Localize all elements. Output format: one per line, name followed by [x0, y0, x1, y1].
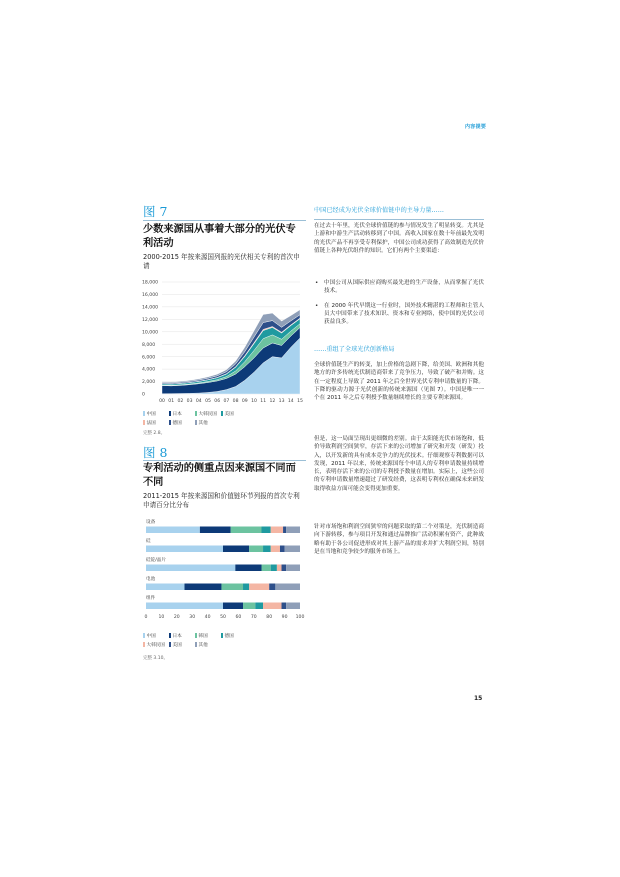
legend-label: 美国 [172, 643, 182, 648]
legend-item [169, 641, 195, 650]
bar-segment-日本 [223, 546, 249, 553]
bar-segment-德国 [282, 603, 287, 610]
x-tick-label: 09 [241, 399, 248, 404]
bar-segment-德国 [283, 527, 286, 534]
bar-segment-日本 [235, 565, 261, 572]
x-tick-label: 04 [195, 399, 202, 404]
legend-item [221, 410, 247, 419]
bar-segment-其他 [286, 603, 300, 610]
x-tick-label: 07 [223, 399, 230, 404]
x-tick-label: 13 [278, 399, 285, 404]
bar-category-label: 电池 [146, 577, 156, 582]
section-label: 内容提要 [465, 124, 487, 130]
legend-swatch [221, 411, 223, 416]
bullet-item-1-text: 中国公司从国际供应商购买最先进的生产设备，从而掌握了光伏技术。 [324, 280, 484, 295]
x-tick-label: 08 [232, 399, 239, 404]
legend-swatch [169, 633, 171, 638]
bar-segment-美国 [243, 584, 249, 591]
legend-swatch [195, 633, 197, 638]
legend-label: 中国 [146, 634, 156, 639]
figure8-rule [143, 460, 306, 461]
legend-item [143, 419, 169, 428]
x-tick-label: 11 [260, 399, 267, 404]
legend-label: 其他 [198, 643, 208, 648]
bar-segment-大韩民国 [271, 546, 280, 553]
paragraph-2: 全球价值链生产的转变，加上价格的急剧下降，给美国、欧洲和其他地方的许多传统光伏制造商带来了竞争压力，导致了破产和并购。这在一定程度上导致了 2011 年之后全世界光伏专利申请数量的下降。下降的驱动力源于光伏创新的传统来源国（见图 7）。中国是唯一一个在 2011 年之后专利授予数量继续增长的主要专利来源国。 [314, 362, 484, 402]
x-tick-label: 80 [266, 615, 273, 620]
legend-label: 法国 [146, 421, 156, 426]
legend-item [195, 419, 221, 428]
bar-segment-韩国 [262, 565, 271, 572]
bar-segment-中国 [146, 527, 200, 534]
x-tick-label: 50 [220, 615, 226, 620]
x-tick-label: 15 [297, 399, 303, 404]
x-tick-label: 05 [205, 399, 211, 404]
legend-label: 德国 [172, 421, 182, 426]
figure7-area-chart [140, 276, 310, 410]
legend-swatch [195, 642, 197, 647]
x-tick-label: 30 [189, 615, 196, 620]
bar-segment-中国 [146, 584, 185, 591]
bar-segment-大韩民国 [263, 603, 281, 610]
bar-segment-韩国 [231, 527, 262, 534]
bar-segment-大韩民国 [277, 565, 282, 572]
y-tick-label: 12,000 [142, 317, 159, 323]
legend-item [143, 641, 169, 650]
figure8-number: 图 8 [143, 445, 168, 460]
legend-item [169, 419, 195, 428]
figure7-source: 完整 2.8。 [143, 431, 166, 436]
bar-segment-德国 [280, 546, 285, 553]
figure8-legend [143, 632, 308, 650]
x-tick-label: 06 [214, 399, 221, 404]
bar-segment-中国 [146, 603, 223, 610]
legend-label: 大韩民国 [198, 412, 217, 417]
x-tick-label: 0 [144, 615, 148, 620]
bar-category-label: 设备 [146, 520, 156, 525]
right-rule [314, 219, 484, 220]
section-heading-2: ……重组了全球光伏创新格局 [314, 346, 395, 353]
legend-swatch [195, 411, 197, 416]
bar-segment-韩国 [249, 546, 263, 553]
x-tick-label: 03 [186, 399, 193, 404]
bullet-item-2-text: 在 2000 年代早期这一行业时，国外技术精湛的工程师和主管人员大中国带来了技术知识、资本和专业网络，使中国的光伏公司获益良多。 [324, 302, 484, 326]
legend-label: 德国 [224, 634, 234, 639]
bar-segment-其他 [286, 565, 300, 572]
x-tick-label: 00 [159, 399, 165, 404]
bar-segment-其他 [285, 546, 300, 553]
paragraph-4: 针对市场饱和利润空间狭窄的问题采取的第二个对策是，光伏制造商向下游转移，参与项目开发和通过品牌推广活动积累有资产，此种战略有助于各公司促进形成对其上游产品的需求并扩大利润空间，特别是在当地和竞争较少的服务市场上。 [314, 524, 484, 555]
bullet-item-1 [314, 279, 484, 296]
legend-label: 其他 [198, 421, 208, 426]
figure7-rule [143, 220, 306, 221]
legend-label: 日本 [172, 634, 182, 639]
x-tick-label: 90 [281, 615, 288, 620]
legend-swatch [143, 633, 145, 638]
bar-segment-德国 [282, 565, 287, 572]
x-tick-label: 10 [158, 615, 165, 620]
figure7-subtitle: 2000-2015 年按来源国列报的光伏相关专利的首次申请 [143, 253, 300, 270]
x-tick-label: 02 [177, 399, 184, 404]
legend-item [143, 410, 169, 419]
bar-segment-美国 [271, 565, 277, 572]
legend-item [143, 632, 169, 641]
legend-item [169, 410, 195, 419]
legend-label: 日本 [172, 412, 182, 417]
bar-segment-其他 [286, 527, 300, 534]
legend-swatch [221, 633, 223, 638]
legend-item [195, 641, 221, 650]
x-tick-label: 12 [269, 399, 276, 404]
x-tick-label: 60 [235, 615, 242, 620]
bar-segment-日本 [185, 584, 222, 591]
y-tick-label: 10,000 [142, 330, 159, 336]
bar-segment-中国 [146, 546, 223, 553]
bar-segment-其他 [275, 584, 300, 591]
bar-segment-韩国 [243, 603, 255, 610]
y-tick-label: 0 [142, 392, 145, 398]
bar-segment-韩国 [221, 584, 243, 591]
figure8-title: 专利活动的侧重点因来源国不同而不同 [143, 462, 296, 488]
x-tick-label: 100 [295, 615, 305, 620]
figure8-source: 完整 3.10。 [143, 656, 168, 661]
figure7-title: 少数来源国从事着大部分的光伏专利活动 [143, 223, 296, 249]
bar-category-label: 组件 [146, 596, 156, 601]
bar-segment-美国 [262, 527, 271, 534]
section-heading-1: 中国已经成为光伏全球价值链中的主导力量…… [314, 207, 444, 214]
legend-item [195, 632, 221, 641]
y-tick-label: 8,000 [142, 342, 156, 348]
bar-segment-美国 [255, 603, 263, 610]
y-tick-label: 4,000 [142, 367, 156, 373]
x-tick-label: 14 [287, 399, 294, 404]
bar-category-label: 硅 [146, 539, 151, 544]
y-tick-label: 18,000 [142, 280, 159, 286]
figure8-subtitle: 2011-2015 年按来源国和价值链环节列报的首次专利申请百分比分布 [143, 492, 300, 509]
legend-label: 美国 [224, 412, 234, 417]
y-tick-label: 14,000 [142, 305, 159, 311]
legend-swatch [195, 420, 197, 425]
page-number: 15 [474, 695, 483, 702]
legend-item [195, 410, 221, 419]
bullet-item-2 [314, 302, 484, 327]
x-tick-label: 40 [204, 615, 211, 620]
x-tick-label: 70 [250, 615, 257, 620]
x-tick-label: 10 [251, 399, 257, 404]
legend-swatch [169, 420, 171, 425]
legend-swatch [169, 642, 171, 647]
legend-swatch [143, 420, 145, 425]
figure8-bar-chart [140, 516, 310, 634]
x-tick-label: 01 [168, 399, 175, 404]
bar-segment-德国 [269, 584, 275, 591]
bar-segment-美国 [263, 546, 271, 553]
legend-label: 大韩民国 [146, 643, 165, 648]
bar-segment-中国 [146, 565, 235, 572]
paragraph-3: 但是，这一局面呈现出更细微的差别。由于太阳能光伏市场饱和，低价导致利润空间狭窄，存活下来的公司增加了研究和开发（研发）投入，以开发新的具有成本竞争力的光伏技术。仔细观察专利数据可以发现，2011 年以来，传统来源国每个申请人的专利申请数量持续增长，表明存活下来的公司的专利授予数量在增加。实际上，这些公司的专利申请数量增速超过了研发经费，这表明专利权在确保未来研发取得收益方面可能会变得更加重要。 [314, 436, 484, 492]
y-tick-label: 16,000 [142, 293, 159, 299]
bullet-list [314, 279, 484, 326]
legend-item [221, 632, 247, 641]
bar-segment-日本 [223, 603, 243, 610]
legend-label: 中国 [146, 412, 156, 417]
bar-segment-大韩民国 [249, 584, 269, 591]
legend-swatch [143, 411, 145, 416]
bar-segment-大韩民国 [271, 527, 283, 534]
y-tick-label: 2,000 [142, 380, 156, 386]
figure7-legend [143, 410, 308, 428]
bar-segment-日本 [200, 527, 231, 534]
legend-swatch [169, 411, 171, 416]
bar-category-label: 硅锭/晶片 [146, 558, 166, 563]
legend-item [169, 632, 195, 641]
x-tick-label: 20 [173, 615, 180, 620]
legend-label: 韩国 [198, 634, 208, 639]
figure7-number: 图 7 [143, 204, 168, 219]
paragraph-1: 在过去十年里，光伏全球价值链的参与情况发生了明显转变。尤其是上游和中游生产活动转移到了中国。高收入国家在数十年前最先发明的光伏产品不再享受专利保护，中国公司成功获得了高效制造光伏价值链上各种光伏组件的知识。它们有两个主要渠道： [314, 223, 484, 254]
y-tick-label: 6,000 [142, 355, 156, 361]
legend-swatch [143, 642, 145, 647]
